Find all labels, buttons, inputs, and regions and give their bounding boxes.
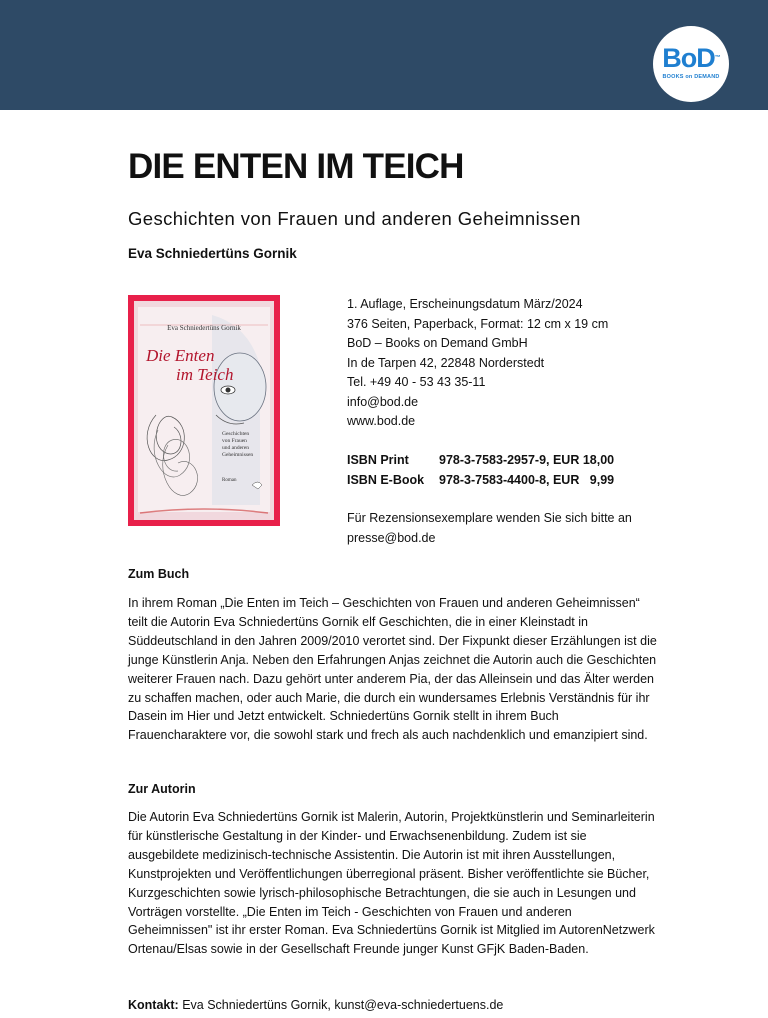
details-publisher: BoD – Books on Demand GmbH — [347, 336, 528, 350]
details-phone: Tel. +49 40 - 53 43 35-11 — [347, 375, 486, 389]
details-website-link[interactable]: www.bod.de — [347, 414, 416, 428]
cover-subtitle-line4-text: Geheimnissen — [222, 452, 254, 458]
cover-title-line2-text: im Teich — [176, 365, 234, 384]
zum-buch-line: Frauencharaktere vor, die sowohl stark und frech als auch nachdenklich und emanzipiert sind. — [128, 728, 648, 743]
zum-buch-line: zu schaffen machen, oder auch Marie, die durch ein wundersames Erlebnis Verständnis für ihr — [128, 690, 650, 705]
isbn-print-label: ISBN Print — [347, 453, 409, 467]
zur-autorin-heading: Zur Autorin — [128, 782, 196, 796]
zum-buch-heading: Zum Buch — [128, 567, 190, 581]
isbn-print-row — [347, 451, 614, 471]
zur-autorin-text — [128, 808, 688, 959]
cover-author-text: Eva Schniedertüns Gornik — [167, 324, 241, 332]
zur-autorin-line: Geheimnissen" ist ihr erster Roman. Eva Schniedertüns Gornik ist Mitglied im AutorenNetzwerk — [128, 923, 655, 938]
zur-autorin-line: für künstlerische Gestaltung in der Kinder- und Erwachsenenbildung. Zudem ist sie — [128, 828, 587, 843]
logo-trademark: ™ — [714, 55, 720, 61]
review-note-text: Für Rezensionsexemplare wenden Sie sich bitte an — [347, 511, 632, 525]
contact-line — [128, 996, 503, 1014]
zum-buch-line: Süddeutschland in den Jahren 2009/2010 verortet sind. Der Fixpunkt dieser Erzählungen ist die — [128, 633, 657, 648]
isbn-ebook-label: ISBN E-Book — [347, 472, 425, 487]
contact-label: Kontakt: — [128, 998, 179, 1012]
details-email-link[interactable]: info@bod.de — [347, 394, 419, 409]
zum-buch-line: junge Künstlerin Anja. Neben den Erfahrungen Anjas zeichnet die Autorin auch die Geschichten — [128, 652, 657, 667]
zur-autorin-line: Ortenau/Elsas sowie in der Gesellschaft Freunde junger Kunst GFjK Baden-Baden. — [128, 942, 589, 957]
zum-buch-line: In ihrem Roman „Die Enten im Teich – Geschichten von Frauen und anderen Geheimnissen“ — [128, 596, 640, 610]
header-band — [0, 0, 768, 110]
review-copy-note — [347, 509, 657, 548]
isbn-block — [347, 451, 614, 490]
zum-buch-text — [128, 594, 688, 745]
cover-title-line1-text: Die Enten — [146, 346, 215, 365]
isbn-print-value: 978-3-7583-2957-9, EUR 18,00 — [439, 453, 615, 467]
cover-genre-text: Roman — [222, 478, 237, 483]
zur-autorin-line: ausgebildete medizinisch-technische Assistentin. Die Autorin ist mit ihren Ausstellungen, — [128, 847, 616, 862]
book-cover-image — [128, 295, 280, 526]
bod-logo[interactable] — [653, 26, 729, 102]
publication-details — [347, 295, 747, 432]
contact-value[interactable]: Eva Schniedertüns Gornik, kunst@eva-schniedertuens.de — [182, 998, 504, 1012]
zur-autorin-line: Kunstprojekten und Veröffentlichungen überregional präsent. Bisher veröffentlichte sie Bücher, — [128, 866, 650, 881]
cover-subtitle-line1-text: Geschichten — [222, 431, 250, 437]
isbn-ebook-value: 978-3-7583-4400-8, EUR 9,99 — [439, 472, 615, 487]
details-edition: 1. Auflage, Erscheinungsdatum März/2024 — [347, 297, 583, 311]
details-format: 376 Seiten, Paperback, Format: 12 cm x 19 cm — [347, 316, 609, 331]
zum-buch-line: Dasein im Hier und Jetzt entwickelt. Schniedertüns Gornik stellt in ihrem Buch — [128, 709, 559, 724]
zum-buch-line: teilt die Autorin Eva Schniedertüns Gornik elf Geschichten, die in einer Kleinstadt in — [128, 614, 588, 629]
zur-autorin-line: Kurzgeschichten sowie lyrisch-philosophische Betrachtungen, die sie auch in Lesungen und — [128, 885, 636, 900]
cover-subtitle-line2-text: von Frauen — [222, 438, 247, 444]
bod-logo-wordmark: BoD™ — [662, 43, 720, 73]
zur-autorin-line: Vorträgen vorstellte. „Die Enten im Teich - Geschichten von Frauen und anderen — [128, 904, 572, 919]
book-author: Eva Schniedertüns Gornik — [128, 246, 297, 261]
cover-subtitle-line3-text: und anderen — [222, 445, 250, 451]
zum-buch-line: weiterer Frauen nach. Dazu gehört unter anderem Pia, der das Alleinsein und das Älter werden — [128, 671, 654, 686]
isbn-ebook-row — [347, 471, 614, 491]
book-subtitle: Geschichten von Frauen und anderen Geheimnissen — [128, 208, 581, 229]
details-address: In de Tarpen 42, 22848 Norderstedt — [347, 355, 545, 370]
review-email-link[interactable]: presse@bod.de — [347, 530, 436, 545]
book-title: DIE ENTEN IM TEICH — [128, 147, 464, 186]
bod-logo-subtitle: BOOKS on DEMAND — [662, 74, 720, 80]
zur-autorin-line: Die Autorin Eva Schniedertüns Gornik ist Malerin, Autorin, Projektkünstlerin und Seminarleiterin — [128, 810, 655, 824]
